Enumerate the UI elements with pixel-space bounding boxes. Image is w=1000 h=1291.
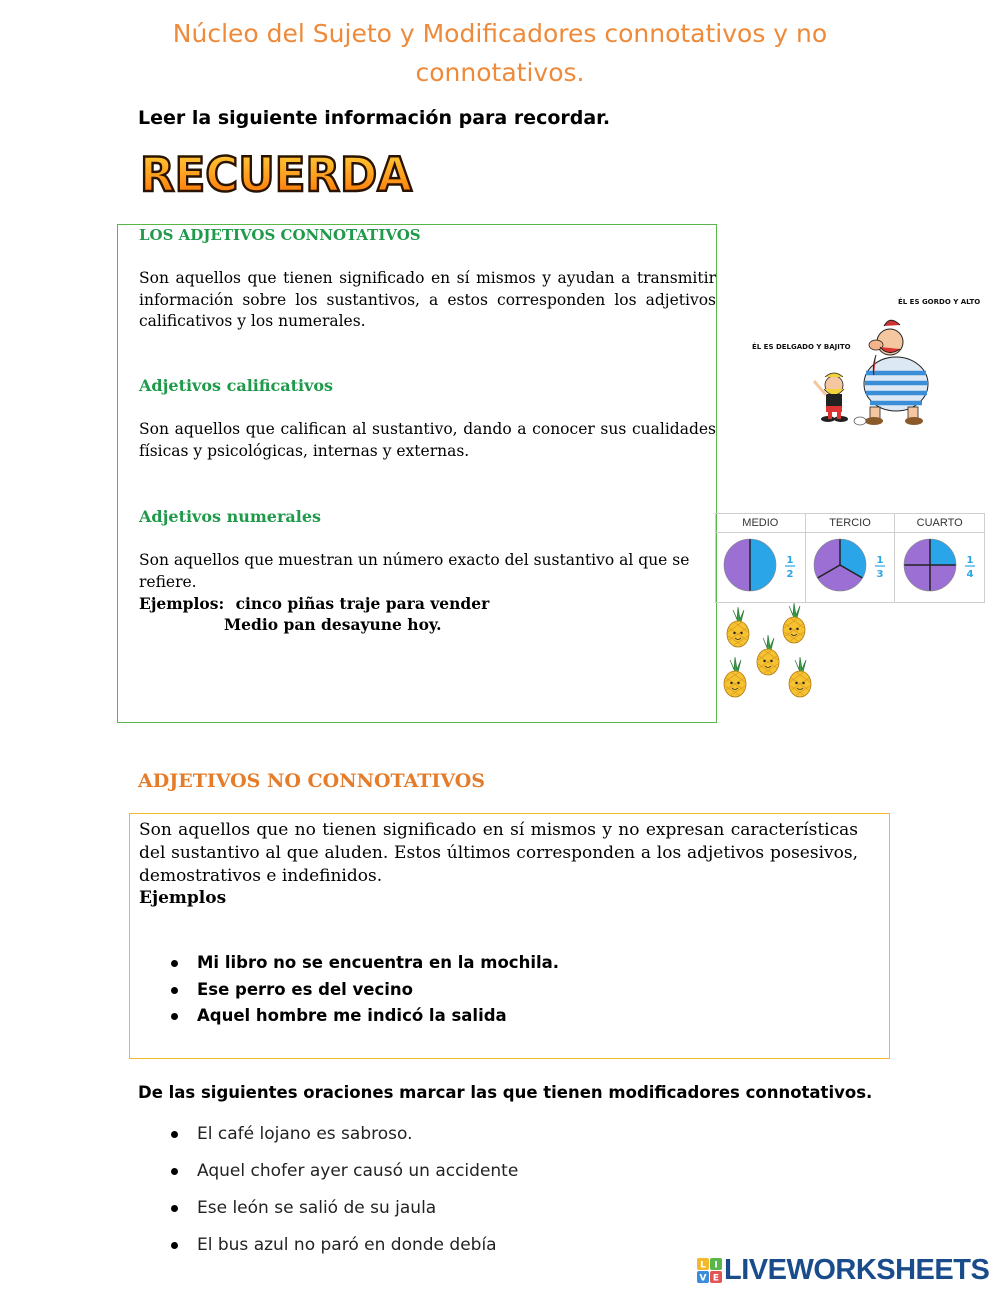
fraction-cell-quarter <box>895 533 985 603</box>
cartoon-caption-right: ÉL ES GORDO Y ALTO <box>898 298 981 306</box>
fraction-header: TERCIO <box>805 514 895 533</box>
svg-text:L: L <box>700 1260 706 1271</box>
fraction-cell-third <box>805 533 895 603</box>
list-item: Mi libro no se encuentra en la mochila. <box>169 952 559 979</box>
quarter-pie-slice <box>930 539 956 565</box>
connotativos-heading: LOS ADJETIVOS CONNOTATIVOS <box>139 226 421 244</box>
pineapples-illustration <box>718 606 818 708</box>
sentence-option[interactable]: El café lojano es sabroso. <box>169 1122 518 1159</box>
svg-text:I: I <box>714 1260 718 1271</box>
fraction-header: CUARTO <box>895 514 985 533</box>
page-title: Núcleo del Sujeto y Modificadores connotativos y no connotativos. <box>172 19 828 87</box>
fraction-num: 1 <box>966 555 974 566</box>
pineapple <box>757 635 779 675</box>
fraction-num: 1 <box>786 555 794 566</box>
recuerda-text: RECUERDA <box>140 148 413 203</box>
no-connotativos-heading: ADJETIVOS NO CONNOTATIVOS <box>138 770 486 792</box>
pineapple <box>783 603 805 643</box>
list-item: Aquel hombre me indicó la salida <box>169 1005 559 1032</box>
ejemplo-1: cinco piñas traje para vender <box>235 594 490 613</box>
fraction-den: 3 <box>876 569 884 580</box>
cartoon-caption-left: ÉL ES DELGADO Y BAJITO <box>752 343 851 351</box>
ejemplos-label: Ejemplos: <box>139 594 225 613</box>
fraction-den: 2 <box>786 569 794 580</box>
fraction-cell-half <box>716 533 806 603</box>
numerales-text: Son aquellos que muestran un número exacto del sustantivo al que se refiere. <box>139 551 690 591</box>
exercise-sentences[interactable] <box>169 1122 518 1270</box>
ejemplo-2: Medio pan desayune hoy. <box>224 615 442 634</box>
no-connotativos-text: Son aquellos que no tienen significado en sí mismos y no expresan características del sustantivo al que aluden. Estos últimos corresponden a los adjetivos posesivos, demostrativos e indefinidos. <box>139 820 858 886</box>
tall-character <box>864 320 928 425</box>
pineapple <box>789 657 811 697</box>
liveworksheets-logo-icon <box>697 1258 723 1284</box>
asterix-obelix-illustration <box>748 295 981 430</box>
calificativos-text: Son aquellos que califican al sustantivo, dando a conocer sus cualidades físicas y psicológicas, internas y externas. <box>139 420 716 460</box>
liveworksheets-logo-text: LIVEWORKSHEETS <box>724 1254 990 1286</box>
short-character <box>814 369 850 422</box>
sentence-option[interactable]: Aquel chofer ayer causó un accidente <box>169 1159 518 1196</box>
numerales-heading: Adjetivos numerales <box>139 507 322 526</box>
no-connotativos-ejemplos-label: Ejemplos <box>139 888 227 908</box>
list-item: Ese perro es del vecino <box>169 979 559 1006</box>
numerales-ejemplos <box>139 593 489 614</box>
svg-text:V: V <box>699 1273 707 1284</box>
recuerda-banner <box>136 145 421 201</box>
reading-instruction: Leer la siguiente información para recordar. <box>138 107 611 129</box>
svg-text:E: E <box>712 1273 720 1284</box>
half-pie-slice <box>724 539 750 591</box>
connotativos-intro: Son aquellos que tienen significado en sí mismos y ayudan a transmitir información sobre los sustantivos, a estos corresponden los adjetivos calificativos y los numerales. <box>139 269 716 330</box>
pineapple <box>727 607 749 647</box>
sentence-option[interactable]: Ese león se salió de su jaula <box>169 1196 518 1233</box>
pineapple <box>724 657 746 697</box>
exercise-instruction: De las siguientes oraciones marcar las que tienen modificadores connotativos. <box>138 1083 873 1102</box>
calificativos-heading: Adjetivos calificativos <box>139 376 334 395</box>
fraction-den: 4 <box>966 569 974 580</box>
sentence-option[interactable]: El bus azul no paró en donde debía <box>169 1233 518 1270</box>
fractions-table <box>715 513 985 597</box>
no-connotativos-examples <box>169 952 559 1032</box>
fraction-header: MEDIO <box>716 514 806 533</box>
fraction-num: 1 <box>876 555 884 566</box>
